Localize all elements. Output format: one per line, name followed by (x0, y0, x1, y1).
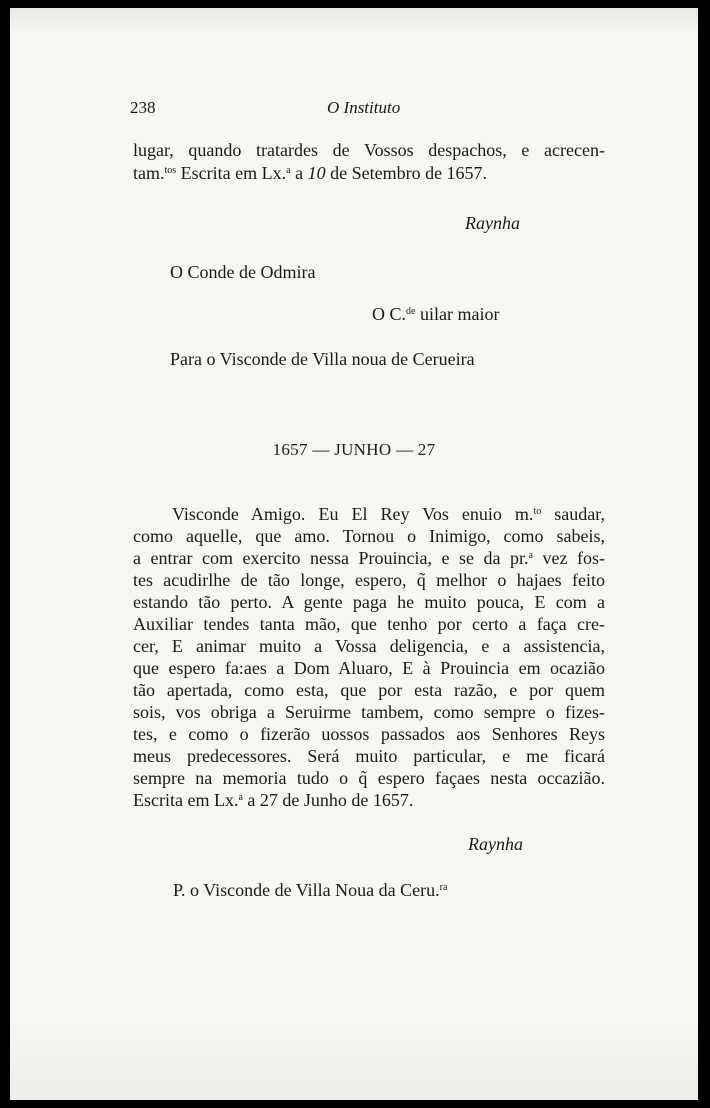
text-line: estando tão perto. A gente paga he muito pouca, E com a (133, 592, 605, 612)
text-line: que espero fa:aes a Dom Aluaro, E à Prouincia em ocazião (133, 658, 605, 678)
text-line: Visconde Amigo. Eu El Rey Vos enuio m.$^{to}$ saudar, (172, 504, 606, 524)
text-line: sois, vos obriga a Seruirme tambem, como sempre o fizes- (133, 702, 605, 722)
text-line: tão apertada, como esta, que por esta razão, e por quem (133, 680, 605, 700)
book-page (10, 8, 698, 1100)
page-header (130, 98, 610, 120)
count-signature: O C.$^{de}$ uilar maior (372, 304, 500, 324)
text-line: a entrar com exercito nessa Prouincia, e se da pr.$^a$ vez fos- (133, 548, 606, 568)
page-number: 238 (130, 98, 156, 117)
signature-raynha-2: Raynha (468, 834, 523, 854)
page-bottom-edge (10, 1020, 698, 1100)
text-line: tes acudirlhe de tão longe, espero, q̃ melhor o hajaes feito (133, 570, 605, 590)
page-top-edge (10, 8, 698, 34)
count-odmira: O Conde de Odmira (170, 262, 316, 282)
text-line: sempre na memoria tudo o q̃ espero façaes nesta occazião. (133, 768, 605, 788)
letter-date-heading: 1657 — JUNHO — 27 (272, 440, 436, 459)
text-line: lugar, quando tratardes de Vossos despachos, e acrecen- (133, 140, 605, 160)
address-line-2: P. o Visconde de Villa Noua da Ceru.$^{ra}$ (173, 880, 448, 900)
text-line: tam.$^{tos}$ Escrita em Lx.$^a$ a 10 de Setembro de 1657. (133, 163, 488, 183)
running-title: O Instituto (327, 98, 401, 117)
text-line: Auxiliar tendes tanta mão, que tenho por certo a faça cre- (133, 614, 605, 634)
signature-raynha-1: Raynha (465, 213, 520, 233)
text-line: cer, E animar muito a Vossa deligencia, e a assistencia, (133, 636, 605, 656)
text-line: como aquelle, que amo. Tornou o Inimigo, como sabeis, (133, 526, 605, 546)
text-line: tes, e como o fizerão uossos passados aos Senhores Reys (133, 724, 605, 744)
text-line: meus predecessores. Será muito particular, e me ficará (133, 746, 605, 766)
address-line-1: Para o Visconde de Villa noua de Cerueira (170, 349, 475, 369)
text-line: Escrita em Lx.$^a$ a 27 de Junho de 1657. (133, 790, 414, 810)
